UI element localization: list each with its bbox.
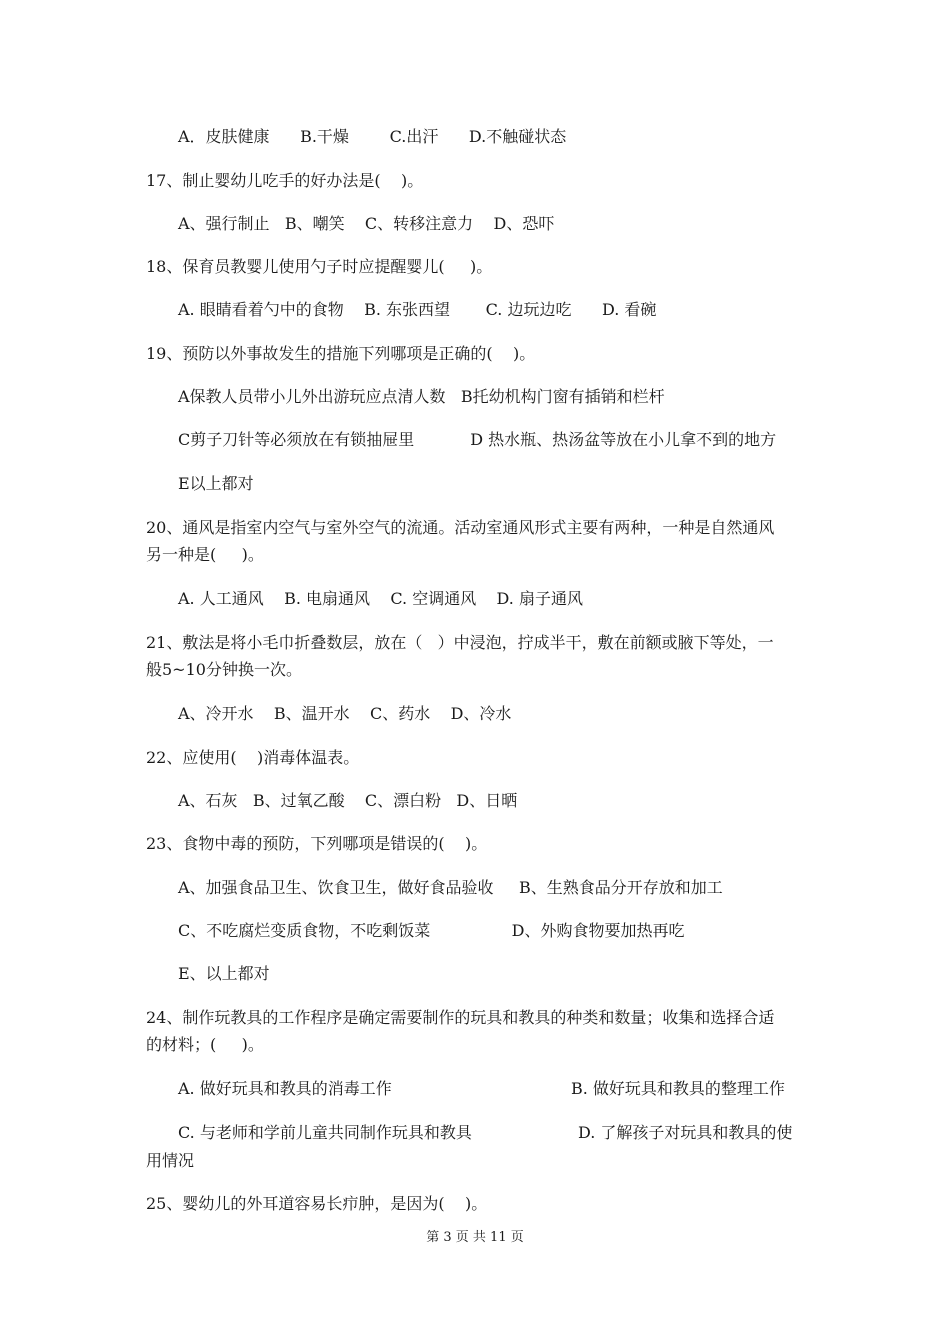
q24-option-c: C. 与老师和学前儿童共同制作玩具和教具 [178,1123,472,1142]
q20-question-line1: 20、通风是指室内空气与室外空气的流通。活动室通风形式主要有两种，一种是自然通风 [146,518,775,537]
q24-option-b: B. 做好玩具和教具的整理工作 [571,1079,785,1098]
q23-option-e: E、以上都对 [178,964,270,983]
q20-question-line2: 另一种是( )。 [146,545,264,564]
q21-options: A、冷开水 B、温开水 C、药水 D、冷水 [178,704,512,723]
q22-options: A、石灰 B、过氧乙酸 C、漂白粉 D、日晒 [178,791,518,810]
page-footer: 第 3 页 共 11 页 [426,1230,524,1245]
q24-question-line1: 24、制作玩教具的工作程序是确定需要制作的玩具和教具的种类和数量；收集和选择合适 [146,1008,775,1027]
q17-options: A、强行制止 B、嘲笑 C、转移注意力 D、恐吓 [178,214,555,233]
q16-options: A．皮肤健康 B.干燥 C.出汗 D.不触碰状态 [178,127,567,146]
q22-question: 22、应使用( )消毒体温表。 [146,748,360,767]
q19-options-cd: C剪子刀针等必须放在有锁抽屉里 D 热水瓶、热汤盆等放在小儿拿不到的地方 [178,430,777,449]
q24-option-d-cont: 用情况 [146,1151,195,1170]
q17-question: 17、制止婴幼儿吃手的好办法是( )。 [146,171,424,190]
q23-question: 23、食物中毒的预防，下列哪项是错误的( )。 [146,834,488,853]
q23-options-ab: A、加强食品卫生、饮食卫生，做好食品验收 B、生熟食品分开存放和加工 [178,878,723,897]
q24-option-a: A. 做好玩具和教具的消毒工作 [178,1079,392,1098]
q25-question: 25、婴幼儿的外耳道容易长疖肿，是因为( )。 [146,1194,488,1213]
q24-question-line2: 的材料；( )。 [146,1035,264,1054]
q18-options: A. 眼睛看着勺中的食物 B. 东张西望 C. 边玩边吃 D. 看碗 [178,300,657,319]
q19-option-e: E以上都对 [178,474,254,493]
q20-options: A. 人工通风 B. 电扇通风 C. 空调通风 D. 扇子通风 [178,589,583,608]
q19-question: 19、预防以外事故发生的措施下列哪项是正确的( )。 [146,344,536,363]
q23-options-cd: C、不吃腐烂变质食物，不吃剩饭菜 D、外购食物要加热再吃 [178,921,685,940]
q19-options-ab: A保教人员带小儿外出游玩应点清人数 B托幼机构门窗有插销和栏杆 [178,387,665,406]
q21-question-line1: 21、敷法是将小毛巾折叠数层，放在（ ）中浸泡，拧成半干，敷在前额或腋下等处，一 [146,633,774,652]
q18-question: 18、保育员教婴儿使用勺子时应提醒婴儿( )。 [146,257,493,276]
q21-question-line2: 般5~10分钟换一次。 [146,660,302,679]
q24-option-d: D. 了解孩子对玩具和教具的使 [578,1123,793,1142]
